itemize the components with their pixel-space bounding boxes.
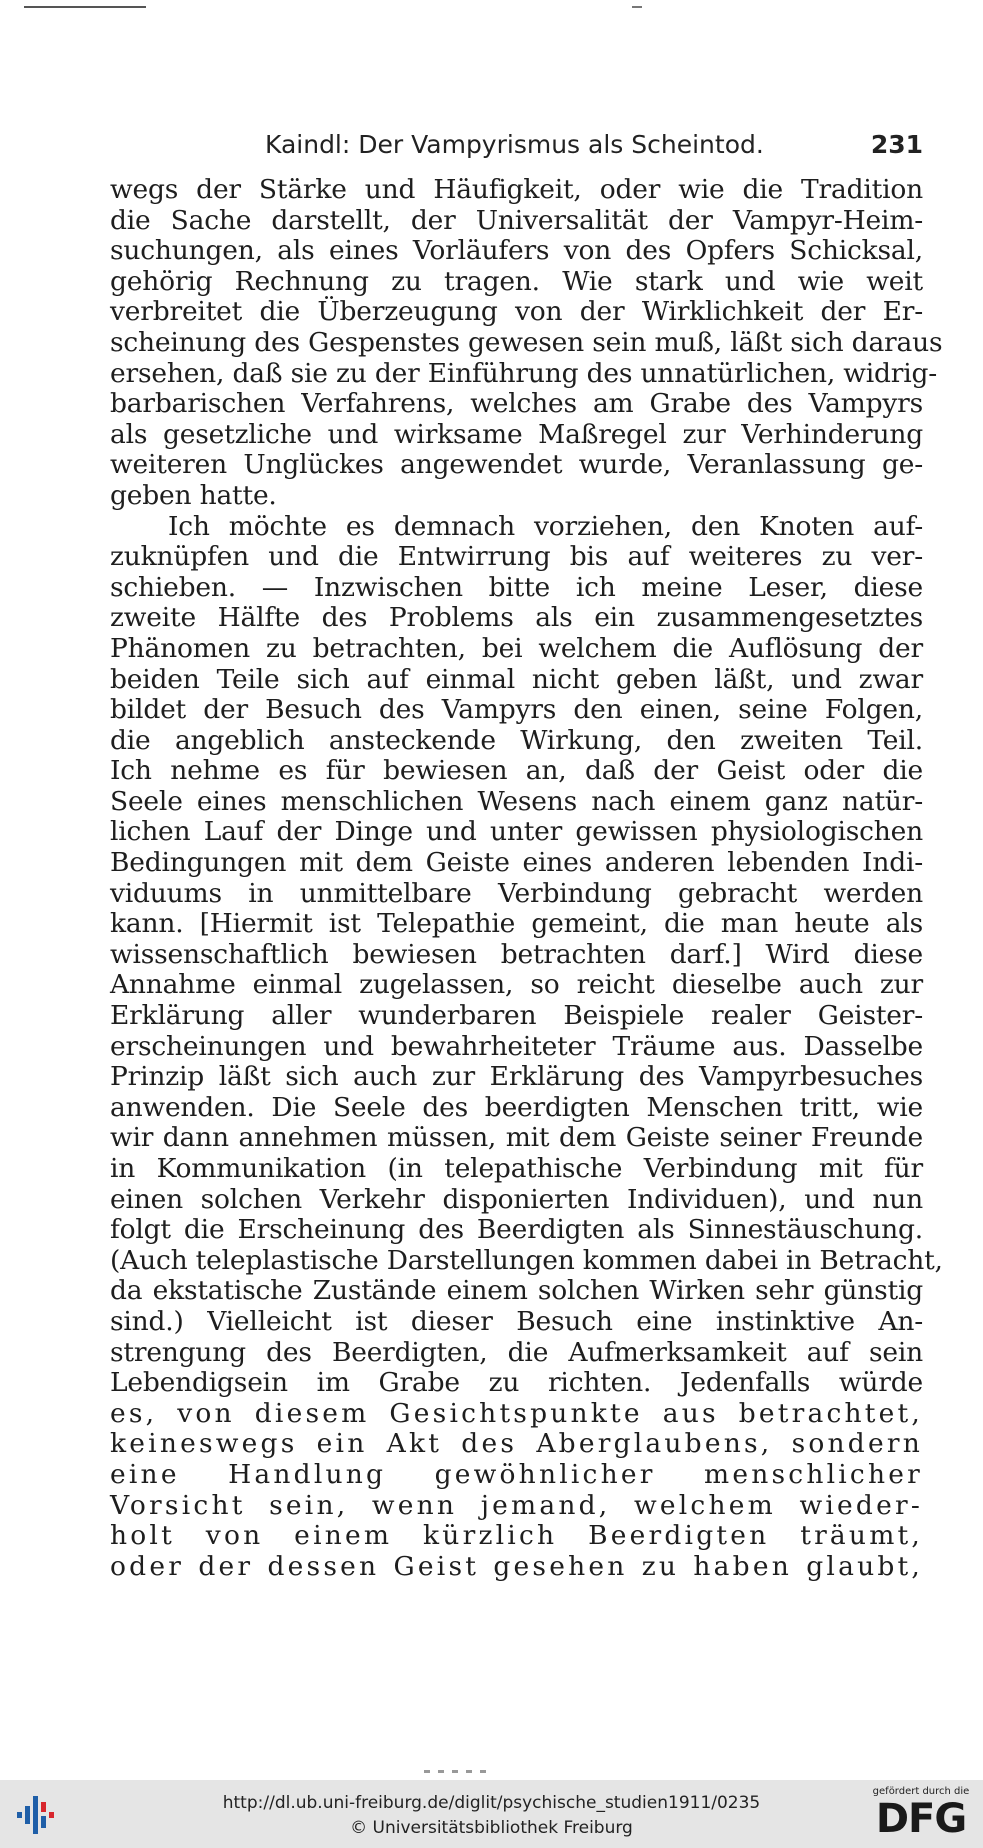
dfg-caption: gefördert durch die xyxy=(872,1786,970,1797)
page-header xyxy=(110,128,923,168)
text-line: (Auch teleplastische Darstellungen kommen dabei in Betracht, xyxy=(110,1244,943,1276)
text-line: Phänomen zu betrachten, bei welchem die Auflösung der xyxy=(110,632,923,664)
text-line: schieben. — Inzwischen bitte ich meine Leser, diese xyxy=(110,571,923,603)
text-line-spaced: es, von diesem Gesichtspunkte aus betrachtet, xyxy=(110,1397,923,1429)
text-line: gehörig Rechnung zu tragen. Wie stark und wie weit xyxy=(110,265,923,297)
text-line: Bedingungen mit dem Geiste eines anderen lebenden Indi- xyxy=(110,847,923,879)
text-line-spaced: Vorsicht sein, wenn jemand, welchem wieder- xyxy=(110,1489,923,1521)
text-line: Seele eines menschlichen Wesens nach einem ganz natür- xyxy=(110,785,923,817)
text-line: Lebendigsein im Grabe zu richten. Jedenfalls würde xyxy=(110,1367,923,1399)
dfg-funding-logo[interactable] xyxy=(871,1786,971,1844)
text-line: weiteren Unglückes angewendet wurde, Veranlassung ge- xyxy=(110,449,923,481)
text-line: suchungen, als eines Vorläufers von des Opfers Schicksal, xyxy=(110,235,923,267)
text-line-spaced: keineswegs ein Akt des Aberglaubens, sondern xyxy=(110,1428,923,1460)
text-line: viduums in unmittelbare Verbindung gebracht werden xyxy=(110,877,923,909)
text-line: beiden Teile sich auf einmal nicht geben läßt, und zwar xyxy=(110,663,923,695)
top-mark xyxy=(632,6,642,8)
text-line: Ich möchte es demnach vorziehen, den Knoten auf- xyxy=(168,510,923,542)
text-line: zweite Hälfte des Problems als ein zusammengesetztes xyxy=(110,602,923,634)
text-line-spaced: holt von einem kürzlich Beerdigten träumt, xyxy=(110,1520,923,1552)
text-line: die Sache darstellt, der Universalität der Vampyr-Heim- xyxy=(110,204,923,236)
text-line: folgt die Erscheinung des Beerdigten als Sinnestäuschung. xyxy=(110,1214,923,1246)
text-line: einen solchen Verkehr disponierten Individuen), und nun xyxy=(110,1183,923,1215)
text-line: sind.) Vielleicht ist dieser Besuch eine instinktive An- xyxy=(110,1305,923,1337)
body-text xyxy=(110,174,943,1582)
copyright-notice: © Universitätsbibliothek Freiburg xyxy=(350,1818,633,1838)
permalink-url[interactable]: http://dl.ub.uni-freiburg.de/diglit/psychische_studien1911/0235 xyxy=(222,1793,761,1813)
text-line: Annahme einmal zugelassen, so reicht dieselbe auch zur xyxy=(110,969,923,1001)
dfg-logo-text: DFG xyxy=(875,1796,967,1842)
text-line: kann. [Hiermit ist Telepathie gemeint, die man heute als xyxy=(110,908,923,940)
text-line: Prinzip läßt sich auch zur Erklärung des Vampyrbesuches xyxy=(110,1061,923,1093)
text-line: strengung des Beerdigten, die Aufmerksamkeit auf sein xyxy=(110,1336,923,1368)
text-line: Ich nehme es für bewiesen an, daß der Geist oder die xyxy=(110,755,923,787)
text-line: die angeblich ansteckende Wirkung, den zweiten Teil. xyxy=(110,724,923,756)
text-line: da ekstatische Zustände einem solchen Wirken sehr günstig xyxy=(110,1275,923,1307)
signature-mark xyxy=(424,1770,494,1773)
text-line: barbarischen Verfahrens, welches am Grabe des Vampyrs xyxy=(110,388,923,420)
text-line: als gesetzliche und wirksame Maßregel zur Verhinderung xyxy=(110,418,923,450)
text-line: in Kommunikation (in telepathische Verbindung mit für xyxy=(110,1153,923,1184)
text-line: ersehen, daß sie zu der Einführung des unnatürlichen, widrig- xyxy=(110,357,938,389)
book-page xyxy=(110,128,943,1582)
page-number: 231 xyxy=(870,130,923,159)
text-line: bildet der Besuch des Vampyrs den einen, seine Folgen, xyxy=(110,694,923,726)
top-rule xyxy=(24,6,146,8)
text-line: zuknüpfen und die Entwirrung bis auf weiteres zu ver- xyxy=(110,541,923,573)
text-line: erscheinungen und bewahrheiteter Träume aus. Dasselbe xyxy=(110,1030,923,1062)
text-line: anwenden. Die Seele des beerdigten Menschen tritt, wie xyxy=(110,1091,923,1123)
running-head: Kaindl: Der Vampyrismus als Scheintod. xyxy=(265,130,764,159)
text-line: wegs der Stärke und Häufigkeit, oder wie die Tradition xyxy=(110,174,923,205)
text-line-spaced: oder der dessen Geist gesehen zu haben glaubt, xyxy=(110,1550,923,1582)
text-line: verbreitet die Überzeugung von der Wirklichkeit der Er- xyxy=(110,296,923,328)
footer-bar xyxy=(0,1780,983,1848)
text-line-spaced: eine Handlung gewöhnlicher menschlicher xyxy=(110,1458,923,1490)
text-line: wir dann annehmen müssen, mit dem Geiste seiner Freunde xyxy=(110,1122,923,1154)
text-line: lichen Lauf der Dinge und unter gewissen physiologischen xyxy=(110,816,923,848)
text-line: scheinung des Gespenstes gewesen sein muß, läßt sich daraus xyxy=(110,326,943,358)
text-line: wissenschaftlich bewiesen betrachten darf.] Wird diese xyxy=(110,938,923,970)
text-line: Erklärung aller wunderbaren Beispiele realer Geister- xyxy=(110,1000,923,1032)
text-line: geben hatte. xyxy=(110,479,277,511)
